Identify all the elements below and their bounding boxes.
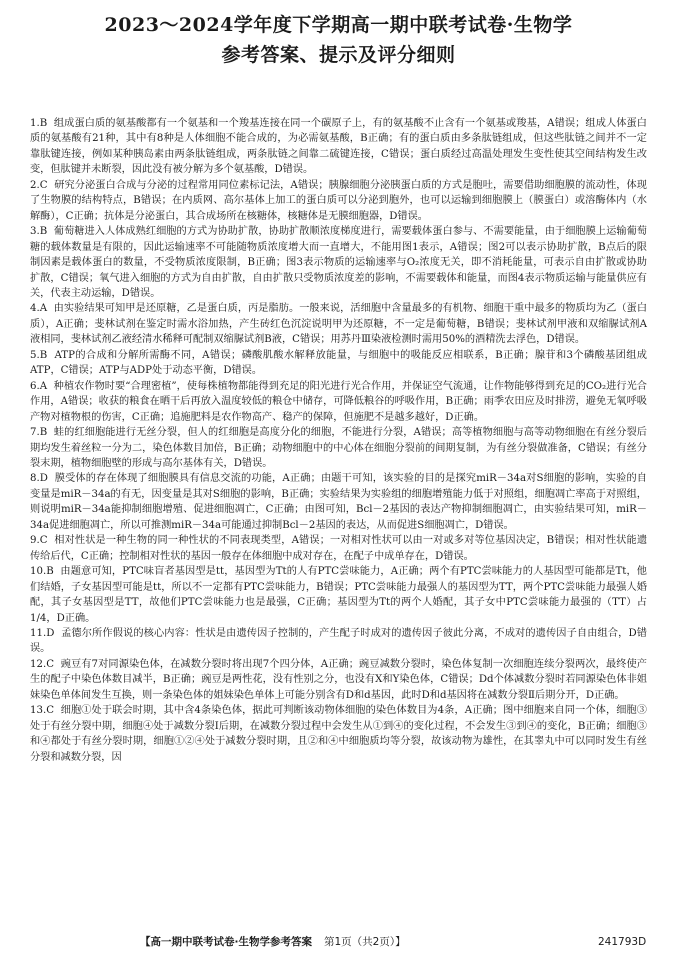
footer-info [140,935,406,949]
answer-explanation: 由题意可知，PTC味盲者基因型是tt，基因型为Tt的人有PTC尝味能力，A正确；两个有PTC尝味能力的人基因型可能都是Tt，他们结婚，子女基因型可能是tt，所以不一定都有PTC尝味能力，B错误；PTC尝味能力最强人的基因型为TT，两个PTC尝味能力最强人婚配，其子女基因型是TT，故他们PTC尝味能力也是最强，C正确；基因型为Tt的两个人婚配，其子女中PTC尝味能力最强的（TT）占1/4，D正确。 [30,566,647,624]
answer-explanation: 葡萄糖进入人体成熟红细胞的方式为协助扩散，协助扩散顺浓度梯度进行，需要载体蛋白参与、不需要能量，由于细胞膜上运输葡萄糖的载体数量是有限的，因此运输速率不可能随物质浓度增大而一直增大，不能用图1表示，A错误；图2可以表示协助扩散，B点后的限制因素是载体蛋白的数量，不受物质浓度限制，B正确；图3表示物质的运输速率与O₂浓度无关，即不消耗能量，可表示自由扩散或协助扩散，C错误；氧气进入细胞的方式为自由扩散，自由扩散只受物质浓度差的影响，不需要载体和能量，而图4表示物质运输与能量供应有关，代表主动运输，D错误。 [30,226,647,299]
answer-item-7 [30,425,647,471]
footer-code: 241793D [598,936,647,948]
answer-explanation: 孟德尔所作假说的核心内容：性状是由遗传因子控制的，产生配子时成对的遗传因子彼此分离，不成对的遗传因子自由组合，D错误。 [30,627,647,655]
answer-letter: B [39,349,48,361]
answer-letter: C [46,658,54,670]
answer-explanation: 蛙的红细胞能进行无丝分裂，但人的红细胞是高度分化的细胞，不能进行分裂，A错误；高等植物细胞与高等动物细胞在有丝分裂后期均发生着丝粒一分为二，染色体数目加倍，B正确；动物细胞中的中心体在细胞分裂前的间期复制，为有丝分裂做准备，C错误；有丝分裂末期，植物细胞壁的形成与高尔基体有关，D错误。 [30,427,647,469]
answer-item-4 [30,301,647,347]
document-subtitle: 参考答案、提示及评分细则 [221,44,456,66]
answer-item-8 [30,471,647,533]
answer-letter: B [39,118,48,129]
answer-number: 2. [30,179,40,191]
answer-letter: C [39,535,48,547]
answer-item-6 [30,379,647,425]
answer-letter: C [46,705,54,717]
answer-number: 4. [30,303,40,315]
answer-item-9 [30,533,647,564]
document-title: 2023～2024学年度下学期高一期中联考试卷·生物学 [104,14,573,36]
answer-letter: B [39,427,48,439]
answer-number: 13. [30,705,47,717]
answer-letter: D [46,627,55,639]
answer-number: 1. [30,118,40,129]
answer-explanation: 研究分泌蛋白合成与分泌的过程常用同位素标记法，A错误；胰腺细胞分泌胰蛋白质的方式是胞吐，需要借助细胞膜的流动性，体现了生物膜的结构特点，B错误；在内质网、高尔基体上加工的蛋白质可以分泌到胞外，也可以运输到细胞膜上（膜蛋白）或溶酶体内（水解酶），C正确；抗体是分泌蛋白，其合成场所在核糖体，核糖体是无膜细胞器，D错误。 [30,179,647,222]
answer-item-2 [30,178,647,224]
answer-item-5 [30,348,647,379]
answer-letter: C [39,179,48,191]
answer-item-13 [30,703,647,765]
answer-letter: A [39,303,48,315]
answer-explanation: ATP的合成和分解所需酶不同，A错误；磷酸肌酸水解释放能量，与细胞中的吸能反应相联系，B正确；腺苷和3个磷酸基团组成ATP，C错误；ATP与ADP处于动态平衡，D错误。 [30,349,647,377]
answer-explanation: 膜受体的存在体现了细胞膜具有信息交流的功能，A正确；由题干可知，该实验的目的是探究miR－34a对S细胞的影响，实验的自变量是miR－34a的有无，因变量是其对S细胞的影响，B正确；实验结果为实验组的细胞增殖能力低于对照组，细胞凋亡率高于对照组，则说明miR－34a能抑制细胞增殖、促进细胞凋亡，C正确；由图可知，Bcl－2基因的表达产物抑制细胞凋亡，由实验结果可知，miR－34a促进细胞凋亡，所以可推测miR－34a可能通过抑制Bcl－2基因的表达，从而促进S细胞凋亡，D错误。 [30,473,647,531]
answer-explanation: 种植农作物时要“合理密植”，使每株植物都能得到充足的阳光进行光合作用，并保证空气流通，让作物能够得到充足的CO₂进行光合作用，A错误；收获的粮食在晒干后再放入温度较低的粮仓中储存，可降低粮谷的呼吸作用，B正确；雨季农田应及时排涝，避免无氧呼吸产物对植物根的伤害，C正确；追施肥料是农作物高产、稳产的保障，但施肥不是越多越好，D正确。 [30,380,647,423]
footer-page-number: 第1页（共2页）】 [324,936,406,948]
answer-item-1 [30,116,647,178]
answer-item-10 [30,564,647,626]
answer-list [30,116,647,765]
answer-number: 8. [30,473,40,485]
answer-item-3 [30,224,647,301]
answer-explanation: 相对性状是一种生物的同一种性状的不同表现类型，A错误；一对相对性状可以由一对或多对等位基因决定，B错误；相对性状能遗传给后代，C正确；控制相对性状的基因一般存在体细胞中成对存在，在配子中成单存在，D错误。 [30,535,648,562]
answer-number: 10. [30,566,47,578]
answer-item-12 [30,657,647,703]
answer-explanation: 组成蛋白质的氨基酸都有一个氨基和一个羧基连接在同一个碳原子上，有的氨基酸不止含有一个氨基或羧基，A错误；组成人体蛋白质的氨基酸有21种，其中有8种是人体细胞不能合成的，为必需氨基酸，B正确；有的蛋白质由多条肽链组成，但这些肽链之间并不一定靠肽键连接，例如某种胰岛素由两条肽链组成，两条肽链之间靠二硫键连接，C错误；蛋白质经过高温处理发生变性使其空间结构发生改变，但肽键并未断裂，因此没有被分解为多个氨基酸，D错误。 [30,118,647,176]
answer-letter: A [39,380,48,392]
answer-letter: B [39,226,48,238]
answer-letter: B [46,566,54,578]
answer-number: 3. [30,226,40,238]
answer-number: 11. [30,627,47,639]
answer-letter: D [39,473,48,485]
answer-number: 9. [30,535,40,547]
answer-number: 6. [30,380,40,392]
answer-explanation: 由实验结果可知甲是还原糖，乙是蛋白质，丙是脂肪。一般来说，活细胞中含量最多的有机物、细胞干重中最多的物质均为乙（蛋白质），A正确；斐林试剂在鉴定时需水浴加热，产生砖红色沉淀说明甲为还原糖，不一定是葡萄糖，B错误；斐林试剂甲液和双缩脲试剂A液相同，斐林试剂乙液经清水稀释可配制双缩脲试剂B液，C错误；用苏丹Ⅲ染液检测时需用50%的酒精洗去浮色，D错误。 [30,303,648,346]
answer-number: 5. [30,349,40,361]
answer-explanation: 细胞①处于联会时期，其中含4条染色体，据此可判断该动物体细胞的染色体数目为4条，A正确；图中细胞来自同一个体，细胞③处于有丝分裂中期，细胞④处于减数分裂Ⅰ后期，在减数分裂过程中会发生从①到④的变化过程，不会发生③到④的变化，B正确；细胞③和④都处于有丝分裂时期，细胞①②④处于减数分裂时期，且②和④中细胞质均等分裂，故该动物为雄性，在其睾丸中可以同时发生有丝分裂和减数分裂，因 [30,705,647,763]
page-header [0,0,677,68]
answer-explanation: 豌豆有7对同源染色体，在减数分裂时将出现7个四分体，A正确；豌豆减数分裂时，染色体复制一次细胞连续分裂两次，最终使产生的配子中染色体数目减半，B正确；豌豆是两性花，没有性别之分，也没有X和Y染色体，C错误；Dd个体减数分裂时若同源染色体非姐妹染色单体间发生互换，则一条染色体的姐妹染色单体上可能分别含有D和d基因，此时D和d基因将在减数分裂Ⅱ后期分开，D正确。 [30,658,647,701]
answer-item-11 [30,626,647,657]
answer-number: 12. [30,658,47,670]
answer-number: 7. [30,427,40,439]
footer-title: 【高一期中联考试卷·生物学参考答案 [140,936,312,948]
